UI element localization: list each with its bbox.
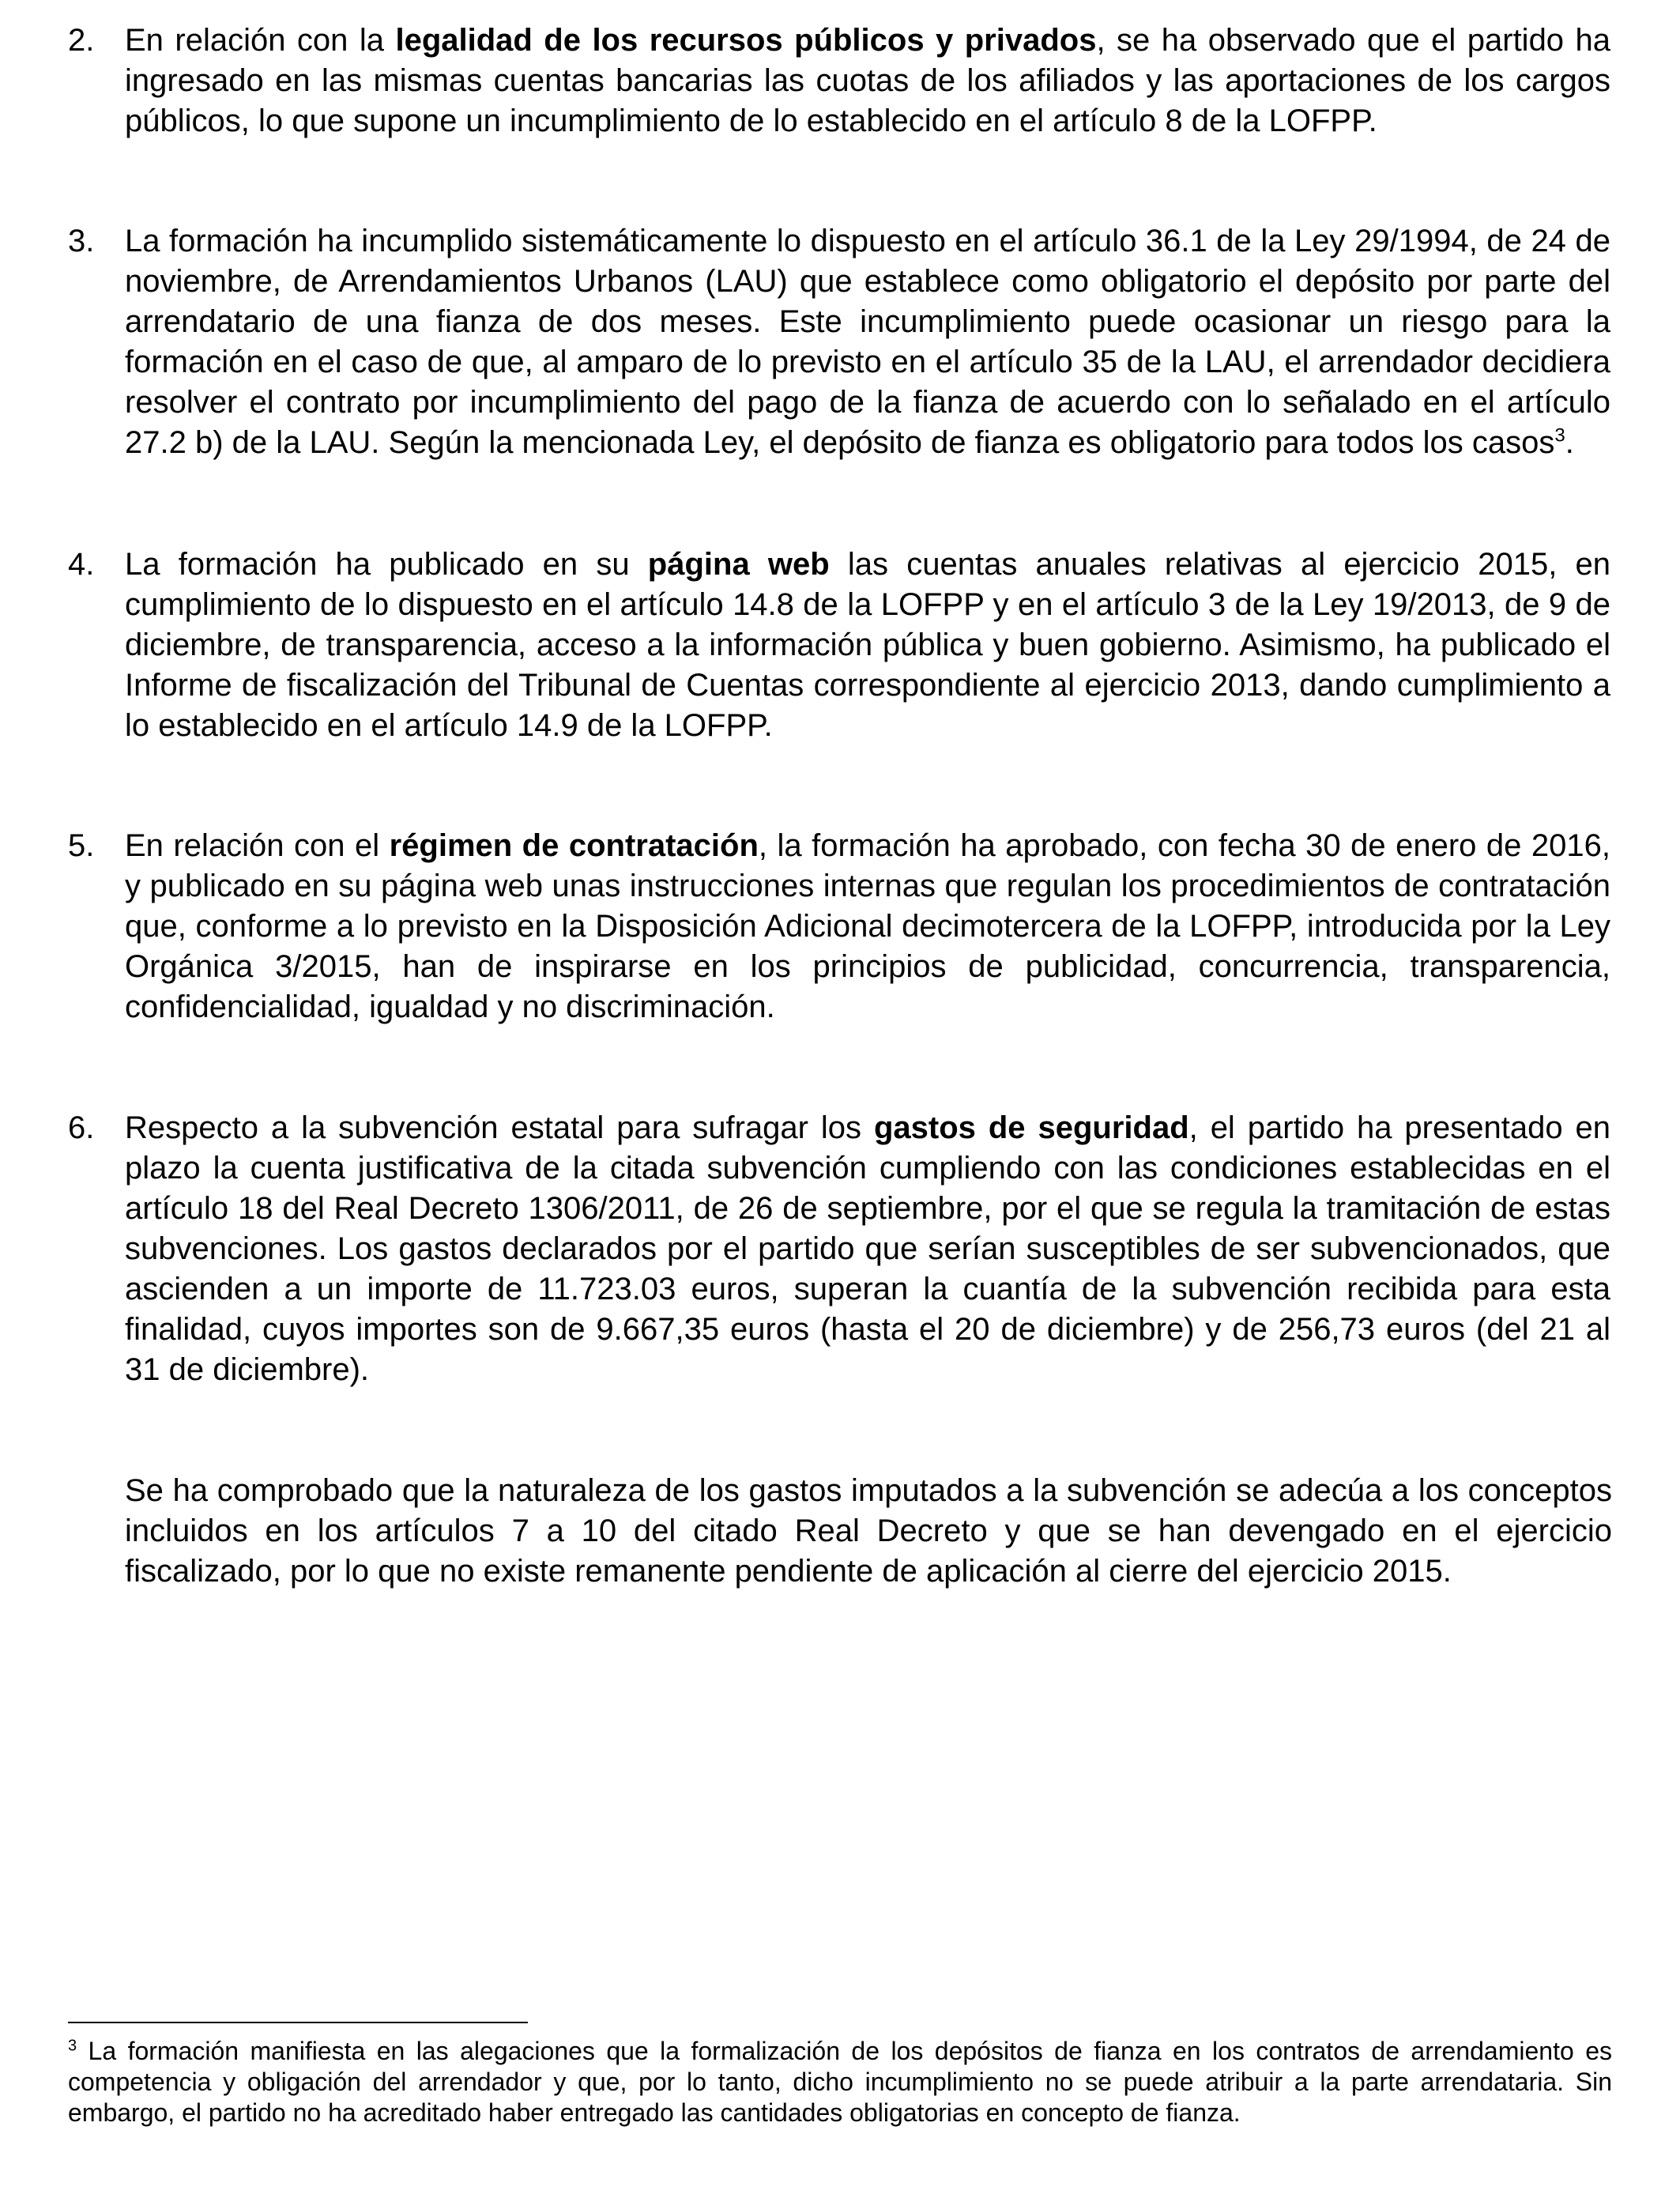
text-run: las cuentas anuales relativas al ejercicio 2015, en cumplimiento de lo dispuesto en el artículo 14.8 de la LOFPP y en el artículo 3 de la Ley 19/2013, de 9 de diciembre, de transparencia, acceso a la información pública y buen gobierno. Asimismo, ha publicado el Informe de fiscalización del Tribunal de Cuentas correspondiente al ejercicio 2013, dando cumplimiento a lo establecido en el artículo 14.9 de la LOFPP. [125, 547, 1611, 743]
text-run: Respecto a la subvención estatal para sufragar los [125, 1110, 874, 1145]
bold-term: legalidad de los recursos públicos y privados [395, 23, 1097, 58]
list-number: 6. [68, 1110, 95, 1145]
text-run: En relación con el [125, 828, 390, 863]
list-number: 5. [68, 828, 95, 863]
text-run: , se ha observado que el partido ha ingresado en las mismas cuentas bancarias las cuotas de los afiliados y las aportaciones de los cargos públicos, lo que supone un incumplimiento de lo establecido en el artículo 8 de la LOFPP. [125, 23, 1611, 138]
list-item-text [125, 21, 1610, 141]
text-run: , la formación ha aprobado, con fecha 30 de enero de 2016, y publicado en su página web unas instrucciones internas que regulan los procedimientos de contratación que, conforme a lo previsto en la Disposición Adicional decimotercera de la LOFPP, introducida por la Ley Orgánica 3/2015, han de inspirarse en los principios de publicidad, concurrencia, transparencia, confidencialidad, igualdad y no discriminación. [125, 828, 1610, 1024]
list-number: 2. [68, 23, 95, 58]
text-run: La formación ha incumplido sistemáticamente lo dispuesto en el artículo 36.1 de la Ley 29/1994, de 24 de noviembre, de Arrendamientos Urbanos (LAU) que establece como obligatorio el depósito por parte del arrendatario de una fianza de dos meses. Este incumplimiento puede ocasionar un riesgo para la formación en el caso de que, al amparo de lo previsto en el artículo 35 de la LAU, el arrendador decidiera resolver el contrato por incumplimiento del pago de la fianza de acuerdo con lo señalado en el artículo 27.2 b) de la LAU. Según la mencionada Ley, el depósito de fianza es obligatorio para todos los casos [125, 224, 1610, 460]
footnote-marker: 3 [68, 2037, 77, 2055]
footnote-separator [68, 2022, 528, 2023]
list-item-text [125, 545, 1610, 746]
list-item-text [125, 221, 1610, 463]
list-item-5 [68, 826, 1612, 1027]
list-number: 4. [68, 547, 95, 582]
bold-term: gastos de seguridad [874, 1110, 1189, 1145]
paragraph: Se ha comprobado que la naturaleza de los gastos imputados a la subvención se adecúa a los conceptos incluidos en los artículos 7 a 10 del citado Real Decreto y que se han devengado en el ejercicio fiscalizado, por lo que no existe remanente pendiente de aplicación al cierre del ejercicio 2015. [125, 1473, 1612, 1589]
footnote-text: La formación manifiesta en las alegaciones que la formalización de los depósitos de fianza en los contratos de arrendamiento es competencia y obligación del arrendador y que, por lo tanto, dicho incumplimiento no se puede atribuir a la parte arrendataria. Sin embargo, el partido no ha acreditado haber entregado las cantidades obligatorias en concepto de fianza. [68, 2037, 1612, 2127]
list-number: 3. [68, 224, 95, 258]
text-run: , el partido ha presentado en plazo la cuenta justificativa de la citada subvención cumpliendo con las condiciones establecidas en el artículo 18 del Real Decreto 1306/2011, de 26 de septiembre, por el que se regula la tramitación de estas subvenciones. Los gastos declarados por el partido que serían susceptibles de ser subvencionados, que ascienden a un importe de 11.723.03 euros, superan la cuantía de la subvención recibida para esta finalidad, cuyos importes son de 9.667,35 euros (hasta el 20 de diciembre) y de 256,73 euros (del 21 al 31 de diciembre). [125, 1110, 1611, 1387]
list-item-3 [68, 221, 1612, 463]
list-item-text [125, 1108, 1610, 1390]
text-run: . [1565, 425, 1574, 460]
text-run: La formación ha publicado en su [125, 547, 648, 582]
list-item-text [125, 826, 1610, 1027]
footnote [68, 2036, 1612, 2128]
bold-term: régimen de contratación [389, 828, 759, 863]
list-item-4 [68, 545, 1612, 746]
list-item-2 [68, 21, 1612, 141]
footnote-reference[interactable]: 3 [1554, 424, 1565, 447]
bold-term: página web [647, 547, 830, 582]
list-item-6 [68, 1108, 1612, 1390]
text-run: En relación con la [125, 23, 396, 58]
